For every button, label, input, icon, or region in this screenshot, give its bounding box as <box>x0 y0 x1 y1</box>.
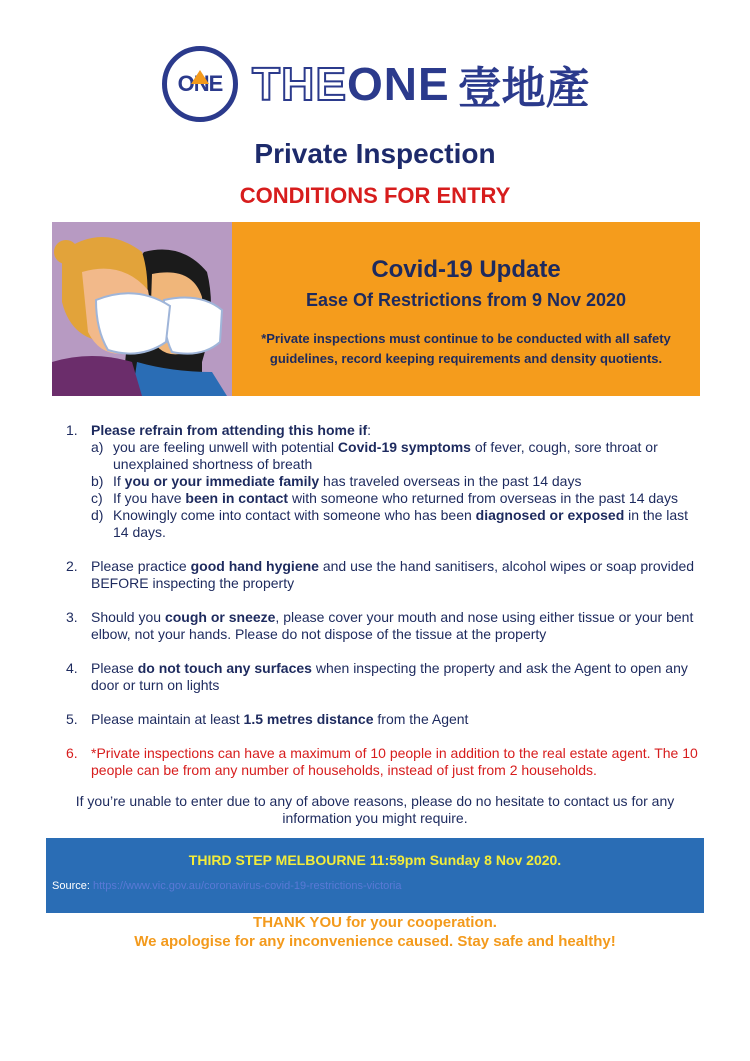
item-number: 4. <box>66 660 78 676</box>
item-text: when inspecting the property and ask the Agent to open any door or turn on lights <box>91 660 688 693</box>
sub-text-bold: diagnosed or exposed <box>475 507 625 523</box>
list-item <box>66 745 706 779</box>
covid-note: *Private inspections must continue to be conducted with all safety guidelines, record keeping requirements and density quotients. <box>261 331 671 366</box>
conditions-list <box>66 422 706 796</box>
item-number: 6. <box>66 745 78 761</box>
item-number: 3. <box>66 609 78 625</box>
sub-text-part: has traveled overseas in the past 14 days <box>319 473 582 489</box>
source-label: Source: <box>52 880 90 892</box>
page-subtitle: CONDITIONS FOR ENTRY <box>239 183 511 208</box>
logo <box>162 44 592 124</box>
item-body <box>91 609 706 643</box>
item-bold: 1.5 metres distance <box>243 711 374 727</box>
masked-women-illustration <box>52 222 232 396</box>
sub-letter: a) <box>91 439 104 455</box>
covid-title: Covid-19 Update <box>371 256 561 283</box>
sub-text <box>113 490 706 507</box>
item-bold: good hand hygiene <box>190 558 319 574</box>
item-text: Please practice <box>91 558 191 574</box>
thanks-message <box>0 913 750 951</box>
logo-word-outline: THE <box>252 58 347 110</box>
item-text: Should you <box>91 609 165 625</box>
thanks-line-1: THANK YOU for your cooperation. <box>253 914 497 931</box>
item-lead: Please refrain from attending this home if <box>91 422 368 438</box>
contact-note: If you’re unable to enter due to any of above reasons, please do no hesitate to contact us for any information you might require. <box>75 793 675 826</box>
item-body <box>91 422 706 541</box>
sub-text <box>113 439 706 473</box>
item-number: 2. <box>66 558 78 574</box>
item-number: 1. <box>66 422 78 438</box>
sub-text-part: Knowingly come into contact with someone who has been <box>113 507 476 523</box>
thanks-line-2: We apologise for any inconvenience caused. Stay safe and healthy! <box>134 933 616 950</box>
logo-wordmark <box>252 57 450 111</box>
item-text: Please <box>91 660 138 676</box>
covid-banner <box>52 222 700 396</box>
sub-text-bold: Covid-19 symptoms <box>337 439 471 455</box>
item-number: 5. <box>66 711 78 727</box>
sub-text-part: If you have <box>113 490 186 506</box>
logo-circle-text: ONE <box>177 71 223 96</box>
sub-text-part: If <box>113 473 125 489</box>
item-body <box>91 660 706 694</box>
masked-women-icon <box>52 222 232 396</box>
item-text: and use the hand sanitisers, alcohol wipes or soap provided BEFORE inspecting the property <box>91 558 695 591</box>
item-bold: do not touch any surfaces <box>137 660 312 676</box>
item-body <box>91 711 706 728</box>
source-link[interactable]: https://www.vic.gov.au/coronavirus-covid-19-restrictions-victoria <box>92 880 402 892</box>
sub-text-part: with someone who returned from overseas in the past 14 days <box>288 490 678 506</box>
logo-triangle-icon <box>191 70 209 84</box>
item-text: Please maintain at least <box>91 711 244 727</box>
third-step-text: THIRD STEP MELBOURNE 11:59pm Sunday 8 Nov 2020. <box>188 852 562 868</box>
sub-text <box>113 507 706 541</box>
list-item <box>66 609 706 643</box>
sub-letter: d) <box>91 507 104 523</box>
sub-item <box>91 490 706 507</box>
sub-text-part: in the last 14 days. <box>113 507 689 540</box>
sub-text-part: of fever, cough, sore throat or unexplained shortness of breath <box>113 439 658 472</box>
item-bold: cough or sneeze <box>164 609 276 625</box>
logo-circle-icon <box>162 46 238 122</box>
item-body <box>91 558 706 592</box>
covid-update-box <box>232 222 700 396</box>
page-title: Private Inspection <box>254 138 496 169</box>
sub-item <box>91 507 706 541</box>
footer-box <box>46 838 704 913</box>
source-line <box>52 880 704 892</box>
item-colon: : <box>367 422 372 438</box>
sub-letter: b) <box>91 473 104 489</box>
sub-letter: c) <box>91 490 103 506</box>
list-item <box>66 711 706 728</box>
list-item <box>66 558 706 592</box>
logo-chinese: 壹地產 <box>457 64 590 113</box>
item-text: , please cover your mouth and nose using either tissue or your bent elbow, not your hands. Please do not dispose of the tissue at the property <box>91 609 694 642</box>
list-item <box>66 422 706 541</box>
item-text: from the Agent <box>373 711 469 727</box>
sub-item <box>91 473 706 490</box>
sub-text <box>113 473 706 490</box>
sub-text-bold: you or your immediate family <box>124 473 320 489</box>
item-body: *Private inspections can have a maximum of 10 people in addition to the real estate agent. The 10 people can be from any number of households, instead of just from 2 households. <box>91 745 698 778</box>
sub-text-part: you are feeling unwell with potential <box>113 439 338 455</box>
covid-subtitle: Ease Of Restrictions from 9 Nov 2020 <box>305 290 627 310</box>
list-item <box>66 660 706 694</box>
logo-word-solid: ONE <box>347 58 450 110</box>
sub-item <box>91 439 706 473</box>
sub-text-bold: been in contact <box>185 490 289 506</box>
